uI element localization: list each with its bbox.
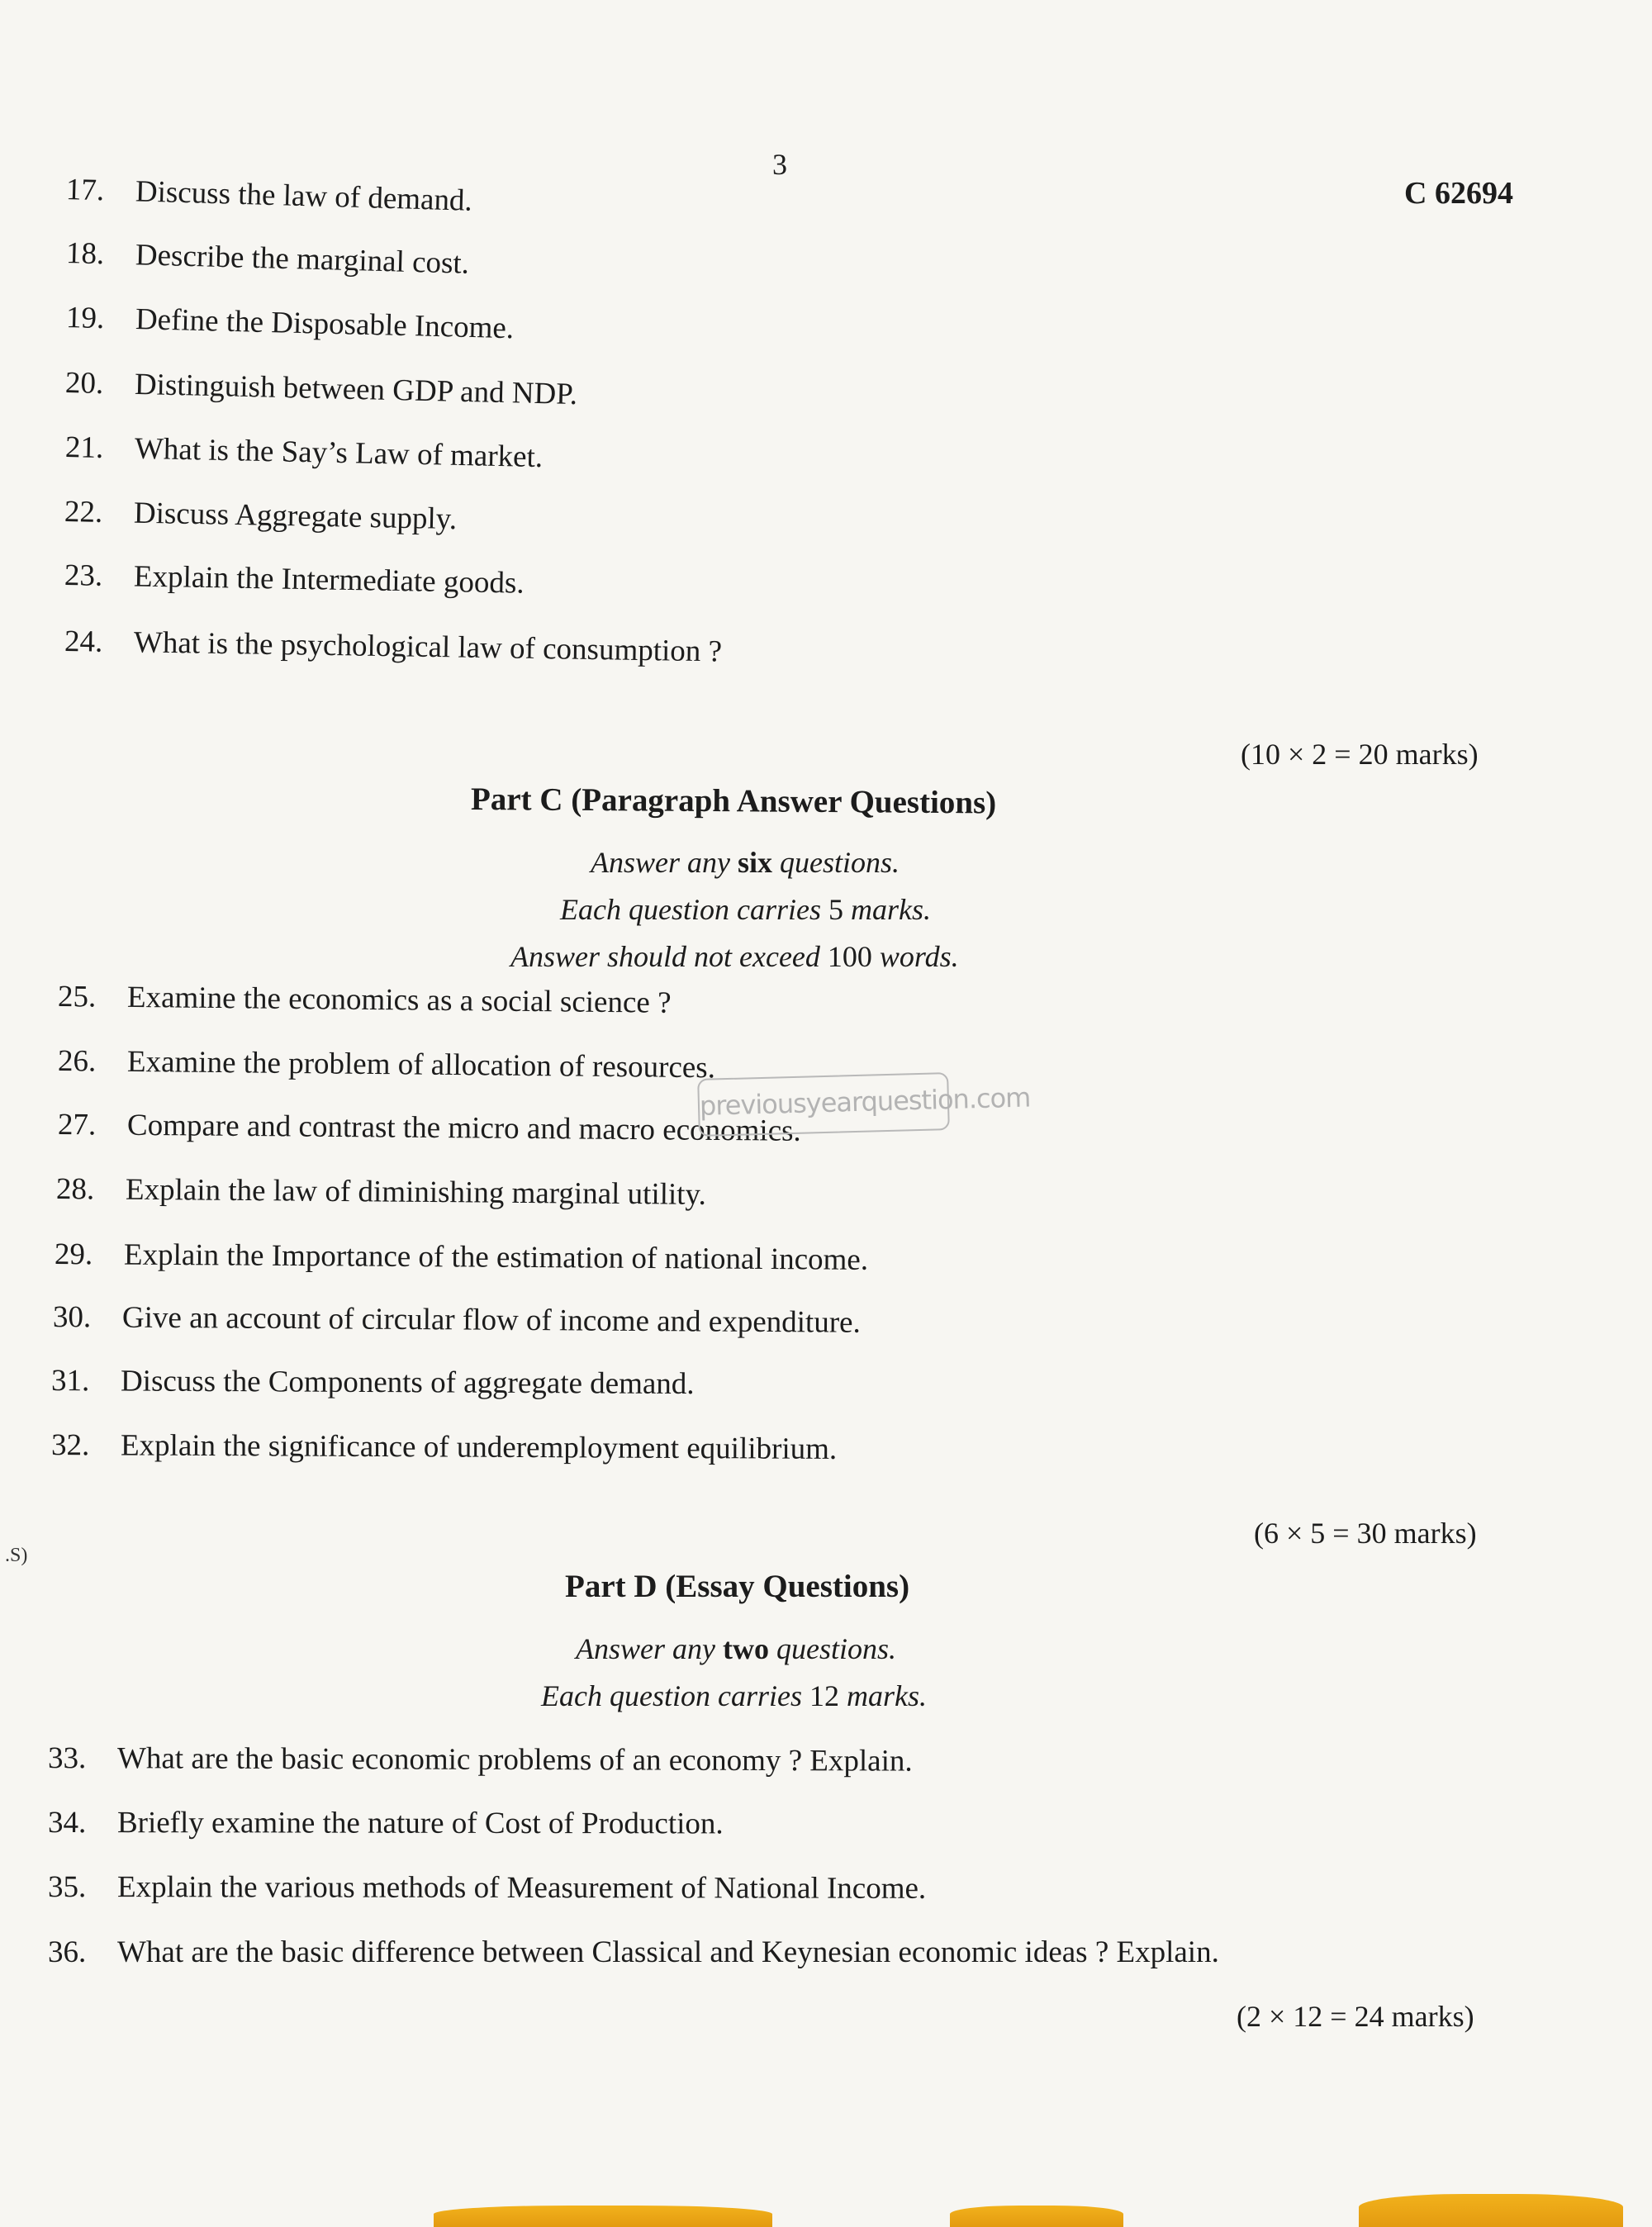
question-33: 33. What are the basic economic problems of an economy ? Explain. xyxy=(47,1741,913,1778)
bottom-stain xyxy=(1359,2194,1623,2227)
part-d-instruction-2: Each question carries 12 marks. xyxy=(541,1679,927,1712)
part-c-instruction-3: Answer should not exceed 100 words. xyxy=(510,940,959,973)
page-number: 3 xyxy=(772,148,787,181)
question-30: 30. Give an account of circular flow of income and expenditure. xyxy=(52,1300,861,1340)
question-34: 34. Briefly examine the nature of Cost of Production. xyxy=(47,1806,724,1841)
part-d-heading: Part D (Essay Questions) xyxy=(565,1569,910,1604)
question-28: 28. Explain the law of diminishing marginal utility. xyxy=(55,1172,707,1212)
part-c-marks: (6 × 5 = 30 marks) xyxy=(1254,1517,1477,1550)
part-d-marks: (2 × 12 = 24 marks) xyxy=(1237,2000,1474,2033)
watermark: previousyearquestion.com xyxy=(697,1072,950,1137)
part-c-instruction-2: Each question carries 5 marks. xyxy=(560,893,931,926)
margin-mark: .S) xyxy=(5,1545,28,1566)
question-36: 36. What are the basic difference between Classical and Keynesian economic ideas ? Explain. xyxy=(48,1935,1219,1969)
question-29: 29. Explain the Importance of the estimation of national income. xyxy=(54,1237,869,1277)
part-c-instruction-1: Answer any six questions. xyxy=(591,846,900,879)
question-25: 25. Examine the economics as a social science ? xyxy=(57,980,672,1020)
question-18: 18. Describe the marginal cost. xyxy=(65,236,470,281)
part-d-instruction-1: Answer any two questions. xyxy=(576,1632,896,1665)
paper-code: C 62694 xyxy=(1404,176,1513,211)
question-27: 27. Compare and contrast the micro and macro economics. xyxy=(57,1108,801,1148)
part-b-marks: (10 × 2 = 20 marks) xyxy=(1241,738,1479,771)
part-c-heading: Part C (Paragraph Answer Questions) xyxy=(470,781,997,821)
question-22: 22. Discuss Aggregate supply. xyxy=(64,495,458,537)
bottom-stain xyxy=(950,2206,1123,2227)
question-35: 35. Explain the various methods of Measurement of National Income. xyxy=(47,1870,927,1906)
question-32: 32. Explain the significance of underemployment equilibrium. xyxy=(50,1428,838,1466)
question-17: 17. Discuss the law of demand. xyxy=(65,173,473,218)
question-23: 23. Explain the Intermediate goods. xyxy=(64,558,525,601)
bottom-stain xyxy=(434,2206,772,2227)
question-20: 20. Distinguish between GDP and NDP. xyxy=(64,366,578,412)
question-24: 24. What is the psychological law of consumption ? xyxy=(64,624,723,669)
question-31: 31. Discuss the Components of aggregate demand. xyxy=(50,1364,695,1402)
question-21: 21. What is the Say’s Law of market. xyxy=(64,430,544,475)
question-26: 26. Examine the problem of allocation of resources. xyxy=(57,1044,716,1085)
question-19: 19. Define the Disposable Income. xyxy=(65,301,515,346)
